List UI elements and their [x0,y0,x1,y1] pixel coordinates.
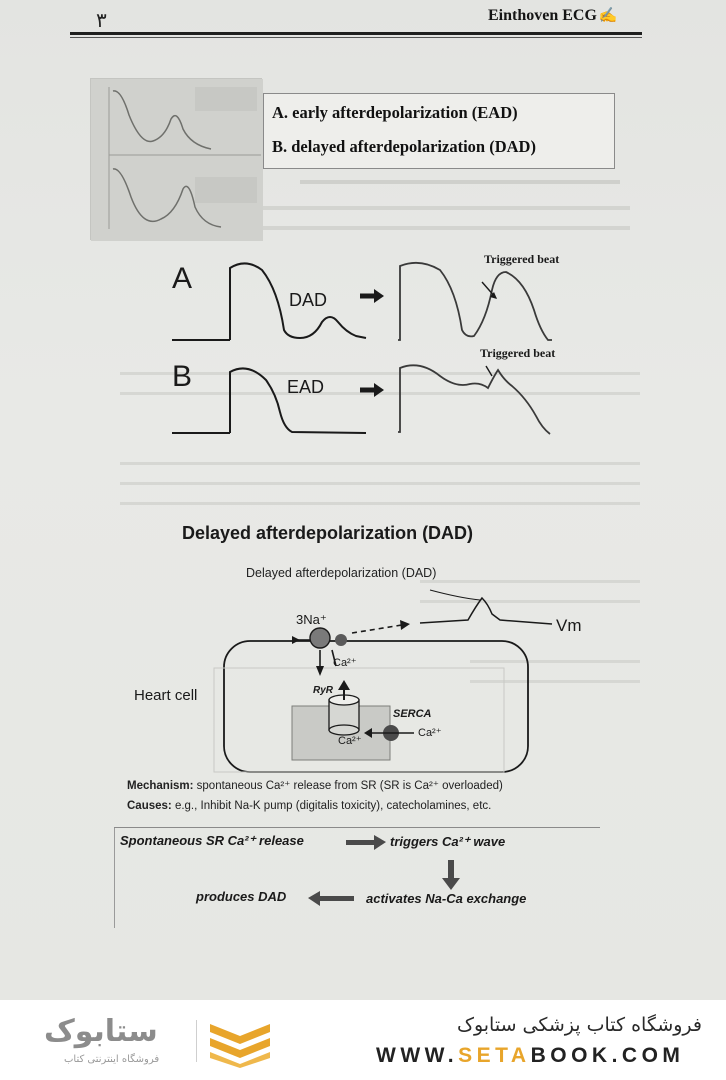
flow-step-dad: produces DAD [196,889,287,904]
running-header-text: Einthoven ECG [488,7,597,24]
row-b-triggered-trace [398,365,550,434]
pen-icon: ✍ [598,8,618,24]
mechanism-text [127,778,503,792]
dad-diagram-title: Delayed afterdepolarization (DAD) [182,523,474,543]
flow-arrow-down [442,860,460,890]
row-a-triggered-label: Triggered beat [484,252,560,266]
serca-calcium-label: Ca²⁺ [418,727,442,739]
row-b-letter: B [172,360,193,393]
heart-cell-label: Heart cell [134,687,198,704]
store-brand-wordmark: ستابوک [44,1014,158,1049]
page-number: ٣ [96,10,107,32]
row-a-triggered-trace [398,263,552,340]
book-stack-logo-icon [204,1018,276,1068]
legend-line-a: A. early afterdepolarization (EAD) [272,103,518,122]
serca-label: SERCA [393,708,432,720]
flow-step-wave: triggers Ca²⁺ wave [390,834,506,849]
store-footer-banner [0,1000,726,1080]
flow-arrow-right [346,835,386,850]
flowchart-top-rule [114,827,600,828]
flow-step-release: Spontaneous SR Ca²⁺ release [120,833,304,848]
store-url[interactable] [376,1044,684,1068]
caption-pointer [430,590,480,600]
mechanism-body: spontaneous Ca²⁺ release from SR (SR is Ca²⁺ overloaded) [193,780,503,792]
causes-lead: Causes: [127,800,172,812]
legend-line-b: B. delayed afterdepolarization (DAD) [272,137,536,156]
row-a-letter: A [172,262,193,295]
sodium-label: 3Na⁺ [296,612,327,627]
na-ca-exchanger [310,628,330,648]
vm-label: Vm [556,616,582,635]
calcium-influx-label: Ca²⁺ [333,657,357,669]
store-brand-subtitle: فروشگاه اینترنتی کتاب [64,1054,160,1065]
store-name: فروشگاه کتاب پزشکی ستابوک [456,1014,702,1036]
sr-calcium-label: Ca²⁺ [338,735,362,747]
flow-step-exchange: activates Na-Ca exchange [366,891,527,906]
membrane-potential-trace [420,598,552,624]
dashed-arrow [352,625,402,633]
store-url-accent: SETA [458,1044,531,1067]
causes-text [127,800,491,812]
dad-trace-caption: Delayed afterdepolarization (DAD) [246,566,437,580]
ryr-channel [329,680,359,735]
causes-body: e.g., Inhibit Na-K pump (digitalis toxicity), catecholamines, etc. [171,800,492,812]
mechanism-lead: Mechanism: [127,780,194,792]
footer-divider [196,1020,197,1062]
flowchart-left-rule [114,828,115,928]
ryr-label: RyR [313,685,334,696]
store-url-prefix: WWW. [376,1044,459,1067]
row-a-dad-label: DAD [289,290,328,310]
flow-arrow-left [308,891,354,906]
store-url-suffix: BOOK.COM [530,1044,685,1067]
row-b-triggered-label: Triggered beat [480,346,556,360]
row-b-ead-label: EAD [287,377,325,397]
